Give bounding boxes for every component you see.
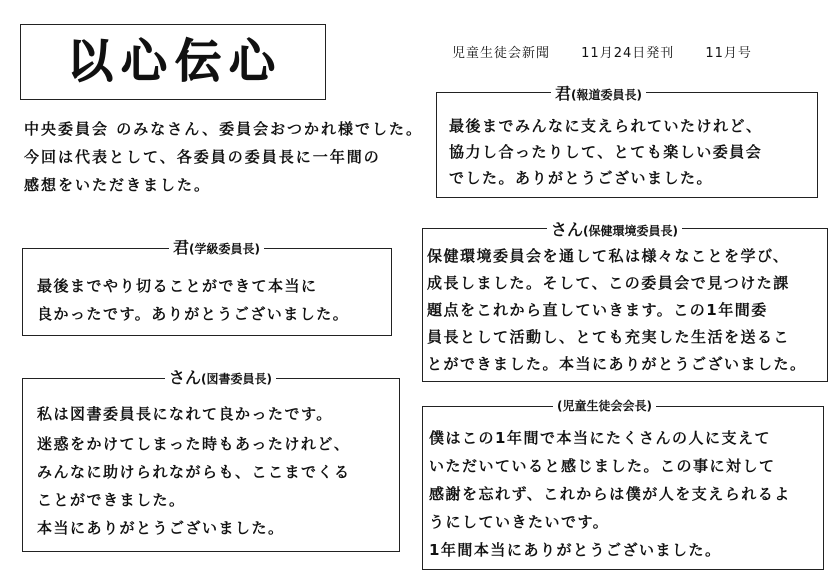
message-line: ことができました。 bbox=[37, 491, 186, 509]
message-signature bbox=[553, 395, 656, 414]
publication-name: 児童生徒会新聞 bbox=[452, 46, 551, 61]
message-line: いただいていると感じました。この事に対して bbox=[429, 457, 776, 475]
intro-line: 中央委員会 のみなさん、委員会おつかれ様でした。 bbox=[24, 120, 423, 138]
message-line: みんなに助けられながらも、ここまでくる bbox=[37, 463, 351, 481]
masthead bbox=[452, 42, 752, 61]
committee-role: (保健環境委員長) bbox=[583, 224, 678, 238]
message-box-class bbox=[22, 238, 392, 336]
message-line: とができました。本当にありがとうございました。 bbox=[427, 355, 807, 373]
committee-role: (図書委員長) bbox=[201, 372, 272, 386]
message-line: 最後までみんなに支えられていたけれど、 bbox=[449, 117, 763, 135]
intro-line: 感想をいただきました。 bbox=[24, 176, 212, 194]
issue-number: 11月号 bbox=[705, 46, 752, 61]
message-line: 良かったです。ありがとうございました。 bbox=[37, 305, 350, 323]
message-line: 題点をこれから直していきます。この1年間委 bbox=[427, 301, 768, 319]
name-suffix: 君 bbox=[555, 84, 572, 103]
message-signature bbox=[169, 235, 264, 258]
title-box bbox=[20, 24, 326, 100]
message-line: 1年間本当にありがとうございました。 bbox=[429, 541, 722, 559]
message-line: 員長として活動し、とても充実した生活を送るこ bbox=[427, 328, 791, 346]
message-box-library bbox=[22, 368, 400, 552]
message-line: うにしていきたいです。 bbox=[429, 513, 610, 531]
message-line: 私は図書委員長になれて良かったです。 bbox=[37, 405, 333, 423]
message-line: 最後までやり切ることができて本当に bbox=[37, 277, 318, 295]
committee-role: (報道委員長) bbox=[571, 88, 642, 102]
issue-date: 11月24日発刊 bbox=[581, 46, 675, 61]
message-signature bbox=[165, 365, 276, 388]
newspaper-title: 以心伝心 bbox=[67, 34, 283, 88]
message-box-press bbox=[436, 84, 818, 198]
committee-role: (児童生徒会会長) bbox=[557, 399, 652, 413]
message-box-health bbox=[422, 220, 828, 382]
message-line: でした。ありがとうございました。 bbox=[449, 169, 714, 187]
message-line: 僕はこの1年間で本当にたくさんの人に支えて bbox=[429, 429, 771, 447]
message-signature bbox=[547, 217, 682, 240]
message-line: 本当にありがとうございました。 bbox=[37, 519, 285, 537]
intro-line: 今回は代表として、各委員の委員長に一年間の bbox=[24, 148, 381, 166]
name-suffix: 君 bbox=[173, 238, 190, 257]
message-signature bbox=[551, 81, 646, 104]
message-line: 保健環境委員会を通して私は様々なことを学び、 bbox=[427, 247, 790, 265]
committee-role: (学級委員長) bbox=[189, 242, 260, 256]
message-line: 迷惑をかけてしまった時もあったけれど、 bbox=[37, 435, 351, 453]
message-line: 成長しました。そして、この委員会で見つけた課 bbox=[427, 274, 790, 292]
name-suffix: さん bbox=[551, 220, 584, 239]
name-suffix: さん bbox=[169, 368, 202, 387]
message-box-president bbox=[422, 399, 824, 570]
message-line: 協力し合ったりして、とても楽しい委員会 bbox=[449, 143, 763, 161]
message-line: 感謝を忘れず、これからは僕が人を支えられるよ bbox=[429, 485, 791, 503]
